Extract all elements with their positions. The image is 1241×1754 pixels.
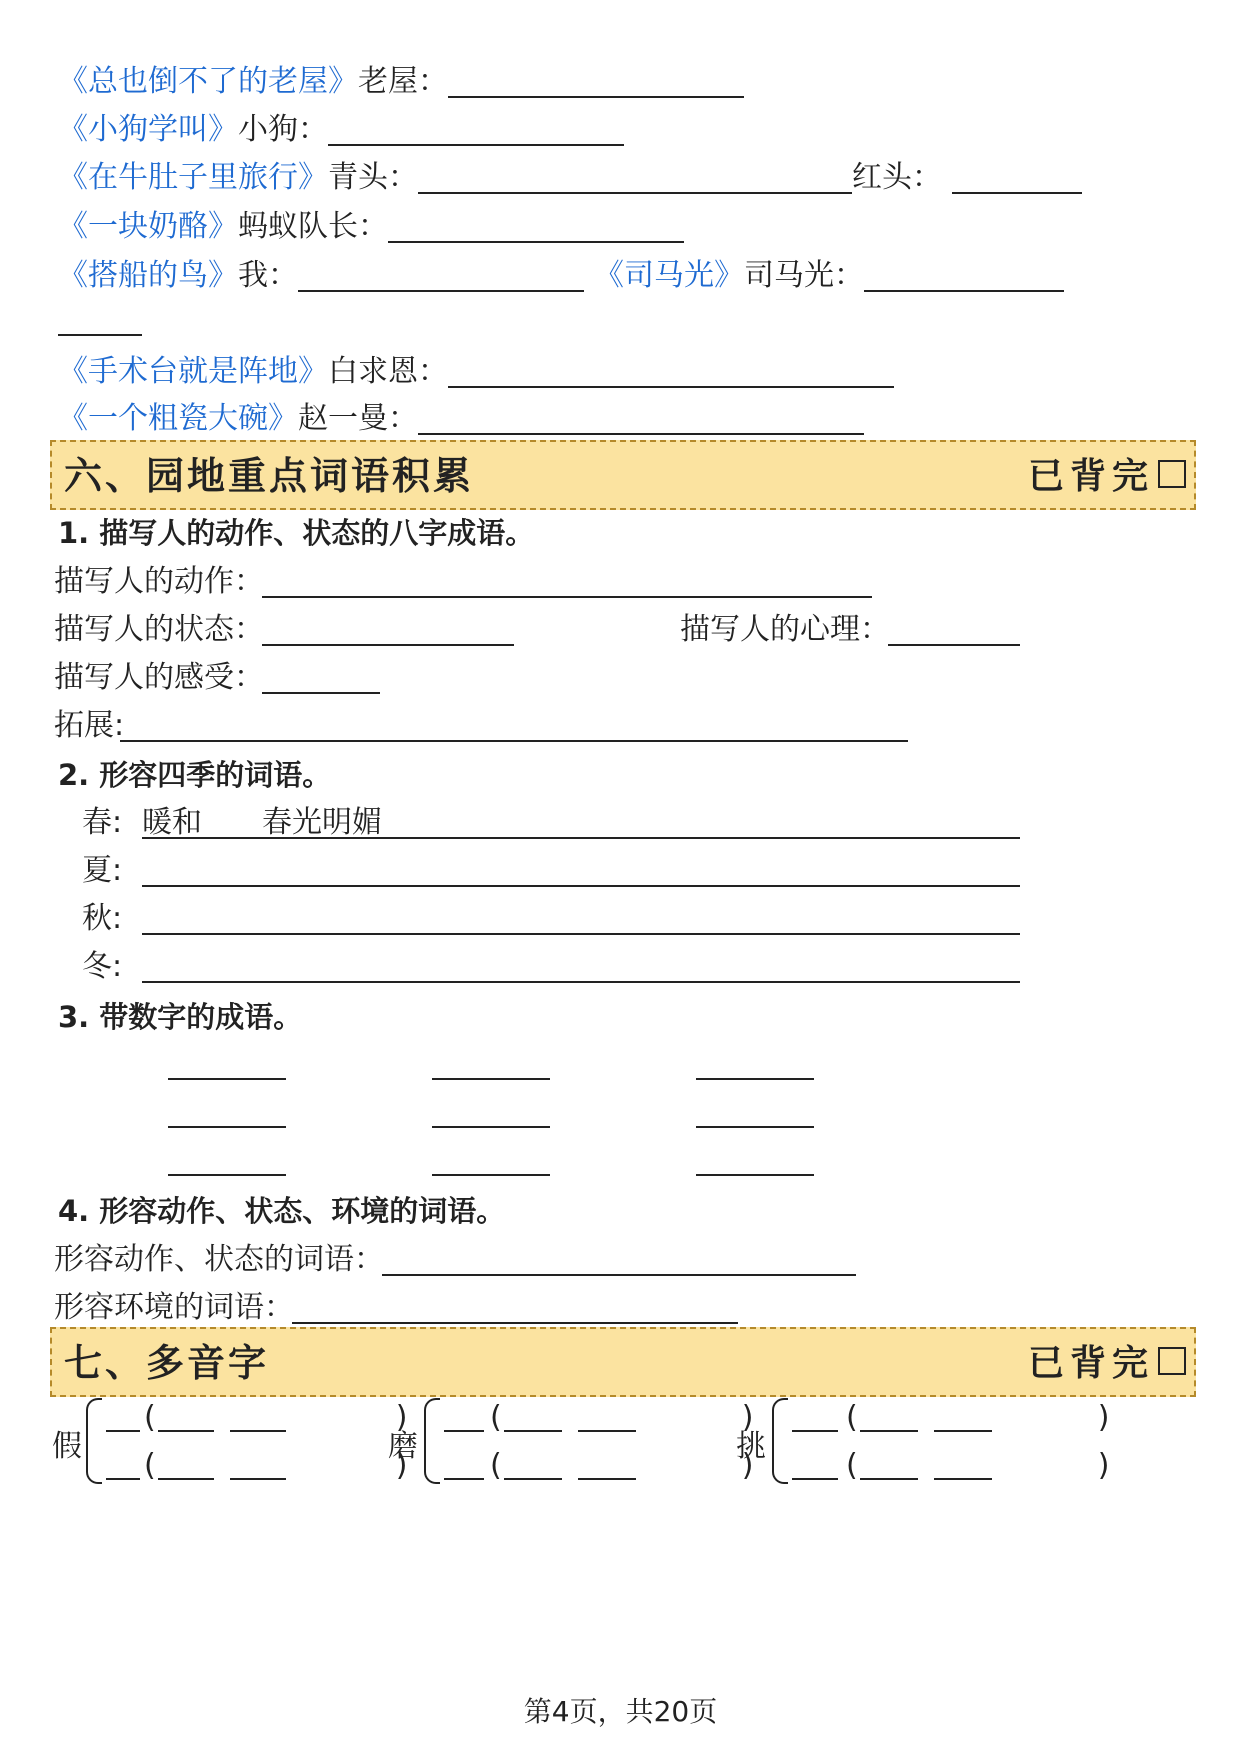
label-state: 描写人的状态： <box>54 612 264 647</box>
word-blank[interactable] <box>578 1430 636 1432</box>
pinyin-blank[interactable] <box>106 1478 140 1480</box>
label-autumn: 秋: <box>82 901 123 936</box>
character-line-2 <box>58 110 624 154</box>
lesson-title: 《手术台就是阵地》 <box>58 354 328 389</box>
question-heading-1: 1. 描写人的动作、状态的八字成语。 <box>58 516 535 550</box>
pinyin-blank[interactable] <box>444 1430 484 1432</box>
bracket-line: ( ) <box>846 1448 1110 1483</box>
word-blank[interactable] <box>578 1478 636 1480</box>
word-blank[interactable] <box>934 1430 992 1432</box>
character-label: 小狗： <box>238 112 328 147</box>
answer-blank[interactable] <box>696 1174 814 1176</box>
character-label: 青头： <box>328 160 418 195</box>
label-extend: 拓展: <box>54 708 125 743</box>
brace-icon <box>772 1398 788 1484</box>
page-footer: 第4页，共20页 <box>523 1695 718 1728</box>
answer-blank[interactable] <box>696 1126 814 1128</box>
answer-blank[interactable] <box>432 1078 550 1080</box>
polyphonic-char: 假 <box>52 1429 82 1464</box>
lesson-title: 《总也倒不了的老屋》 <box>58 64 358 99</box>
lesson-title-2: 《司马光》 <box>594 258 744 293</box>
done-label: 已背完 <box>1027 1342 1154 1384</box>
lesson-title: 《小狗学叫》 <box>58 112 238 147</box>
label-mind: 描写人的心理： <box>680 612 890 647</box>
word-blank[interactable] <box>158 1430 214 1432</box>
section-title: 六、园地重点词语积累 <box>64 453 475 498</box>
brace-icon <box>424 1398 440 1484</box>
answer-blank[interactable] <box>142 981 1020 983</box>
answer-blank[interactable] <box>120 740 908 742</box>
question-heading-4: 4. 形容动作、状态、环境的词语。 <box>58 1194 506 1228</box>
bracket-line: ( ) <box>144 1400 408 1435</box>
pinyin-blank[interactable] <box>106 1430 140 1432</box>
answer-blank[interactable] <box>382 1274 856 1276</box>
word-blank[interactable] <box>230 1430 286 1432</box>
bracket-line: ( ) <box>490 1400 754 1435</box>
polyphonic-char: 挑 <box>736 1429 766 1464</box>
answer-blank[interactable] <box>696 1078 814 1080</box>
character-label: 赵一曼： <box>298 401 418 436</box>
label-action-state: 形容动作、状态的词语： <box>54 1242 384 1277</box>
character-line-1 <box>58 62 744 106</box>
character-label: 老屋： <box>358 64 448 99</box>
section-title: 七、多音字 <box>64 1340 270 1385</box>
lesson-title: 《在牛肚子里旅行》 <box>58 160 328 195</box>
done-checkbox[interactable] <box>1158 1347 1186 1375</box>
bracket-line: ( ) <box>846 1400 1110 1435</box>
answer-blank[interactable] <box>448 356 894 388</box>
question-heading-3: 3. 带数字的成语。 <box>58 1000 303 1034</box>
answer-blank[interactable] <box>262 644 514 646</box>
answer-blank[interactable] <box>142 885 1020 887</box>
character-label-2: 司马光： <box>744 258 864 293</box>
answer-blank[interactable] <box>448 66 744 98</box>
answer-blank[interactable] <box>432 1174 550 1176</box>
section-header-7 <box>50 1327 1196 1397</box>
character-label: 我： <box>238 258 298 293</box>
answer-blank[interactable] <box>168 1174 286 1176</box>
answer-blank[interactable] <box>952 162 1082 194</box>
answer-blank[interactable] <box>418 162 852 194</box>
character-label: 蚂蚁队长： <box>238 209 388 244</box>
answer-blank[interactable] <box>298 260 584 292</box>
character-line-3 <box>58 158 1082 202</box>
section-header-6 <box>50 440 1196 510</box>
done-checkbox[interactable] <box>1158 460 1186 488</box>
answer-blank[interactable] <box>292 1322 738 1324</box>
polyphonic-char: 磨 <box>388 1429 418 1464</box>
character-label-2: 红头： <box>852 160 942 195</box>
character-line-4 <box>58 207 684 251</box>
brace-icon <box>86 1398 102 1484</box>
answer-blank[interactable] <box>142 837 1020 839</box>
pinyin-blank[interactable] <box>792 1430 838 1432</box>
answer-blank-continued[interactable] <box>58 334 142 336</box>
word-blank[interactable] <box>860 1430 918 1432</box>
word-blank[interactable] <box>504 1430 562 1432</box>
word-blank[interactable] <box>860 1478 918 1480</box>
lesson-title: 《一块奶酪》 <box>58 209 238 244</box>
character-line-5 <box>58 256 1064 300</box>
label-spring: 春: <box>82 805 123 840</box>
answer-blank[interactable] <box>262 596 872 598</box>
bracket-line: ( ) <box>490 1448 754 1483</box>
answer-blank[interactable] <box>864 260 1064 292</box>
word-blank[interactable] <box>158 1478 214 1480</box>
character-label: 白求恩： <box>328 354 448 389</box>
character-line-7 <box>58 399 864 443</box>
done-label: 已背完 <box>1027 455 1154 497</box>
label-action: 描写人的动作： <box>54 564 264 599</box>
word-blank[interactable] <box>230 1478 286 1480</box>
answer-blank[interactable] <box>388 211 684 243</box>
bracket-line: ( ) <box>144 1448 408 1483</box>
answer-blank[interactable] <box>328 114 624 146</box>
answer-blank[interactable] <box>262 692 380 694</box>
pinyin-blank[interactable] <box>444 1478 484 1480</box>
answer-blank[interactable] <box>432 1126 550 1128</box>
spring-words: 暖和 春光明媚 <box>142 805 382 840</box>
pinyin-blank[interactable] <box>792 1478 838 1480</box>
label-feeling: 描写人的感受： <box>54 660 264 695</box>
label-winter: 冬: <box>82 949 123 984</box>
lesson-title: 《一个粗瓷大碗》 <box>58 401 298 436</box>
lesson-title: 《搭船的鸟》 <box>58 258 238 293</box>
character-line-6 <box>58 352 894 396</box>
question-heading-2: 2. 形容四季的词语。 <box>58 758 332 792</box>
label-environment: 形容环境的词语： <box>54 1290 294 1325</box>
answer-blank[interactable] <box>168 1126 286 1128</box>
answer-blank[interactable] <box>888 644 1020 646</box>
word-blank[interactable] <box>934 1478 992 1480</box>
answer-blank[interactable] <box>168 1078 286 1080</box>
answer-blank[interactable] <box>142 933 1020 935</box>
word-blank[interactable] <box>504 1478 562 1480</box>
answer-blank[interactable] <box>418 403 864 435</box>
label-summer: 夏: <box>82 853 123 888</box>
